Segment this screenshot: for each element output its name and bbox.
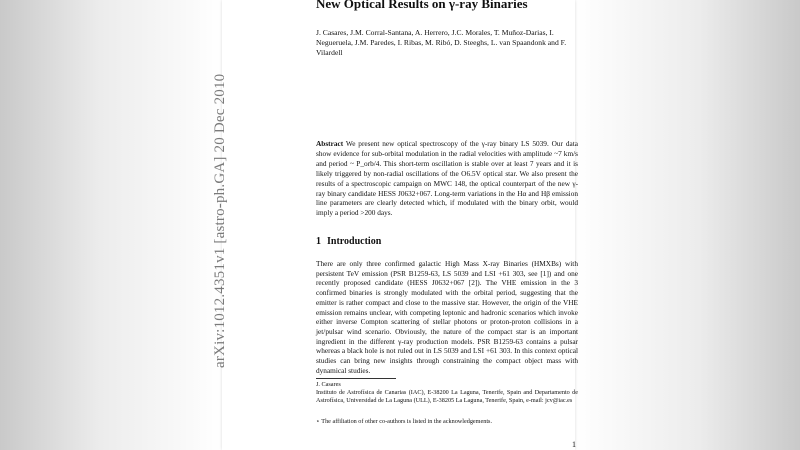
paper-page	[222, 0, 575, 450]
footnote-author: J. Casares	[316, 381, 341, 388]
left-viewer-margin	[0, 0, 222, 450]
section-heading	[316, 236, 381, 247]
footnote-note: ⋆ The affiliation of other co-authors is listed in the acknowledgements.	[316, 418, 492, 425]
footnote-affiliation: Instituto de Astrofísica de Canarias (IAC), E-38200 La Laguna, Tenerife, Spain and Departamento de Astrofísica, Universidad de La Laguna (ULL), E-38205 La Laguna, Tenerife, Spain, e-mail: jcv@iac.es	[316, 389, 578, 405]
section-number: 1	[316, 236, 321, 247]
paper-title: New Optical Results on γ-ray Binaries	[316, 0, 528, 11]
arxiv-identifier: arXiv:1012.4351v1 [astro-ph.GA] 20 Dec 2010	[212, 73, 228, 368]
author-list: J. Casares, J.M. Corral-Santana, A. Herrero, J.C. Morales, T. Muñoz-Darias, I. Negueruela, J.M. Paredes, I. Ribas, M. Ribó, D. Steeghs, L. van Spaandonk and F. Vilardell	[316, 28, 567, 58]
section-title: Introduction	[327, 236, 382, 247]
footnote-rule	[316, 378, 396, 379]
abstract-text: We present new optical spectroscopy of the γ-ray binary LS 5039. Our data show evidence for sub-orbital modulation in the radial velocities with amplitude ~7 km/s and period ~ P_orb/4. This short-term oscillation is stable over at least 7 years and it is likely triggered by non-radial oscillations of the O6.5V optical star. We also present the results of a spectroscopic campaign on MWC 148, the optical counterpart of the new γ-ray binary candidate HESS J0632+067. Long-term variations in the Hα and Hβ emission line parameters are clearly detected which, if modulated with the binary orbit, would imply a period >200 days.	[316, 139, 578, 218]
page-number: 1	[572, 440, 576, 449]
introduction-paragraph: There are only three confirmed galactic High Mass X-ray Binaries (HMXBs) with persistent TeV emission (PSR B1259-63, LS 5039 and LSI +61 303, see [1]) and one recently proposed candidate (HESS J0632+067 [2]). The VHE emission in the 3 confirmed binaries is strongly modulated with the orbital period, suggesting that the emitter is rather compact and close to the massive star. However, the origin of the VHE emission remains unclear, with competing leptonic and hadronic scenarios which invoke either inverse Compton scattering of stellar photons or proton-proton collisions in a jet/pulsar wind scenario. Obviously, the nature of the compact star is an important ingredient in the different γ-ray production models. PSR B1259-63 contains a pulsar whereas a black hole is not ruled out in LS 5039 and LSI +61 303. In this context optical studies can bring new insights through constraining the compact object mass with dynamical studies.	[316, 259, 578, 375]
abstract-label: Abstract	[316, 139, 344, 148]
right-viewer-margin	[575, 0, 800, 450]
abstract	[316, 139, 578, 218]
